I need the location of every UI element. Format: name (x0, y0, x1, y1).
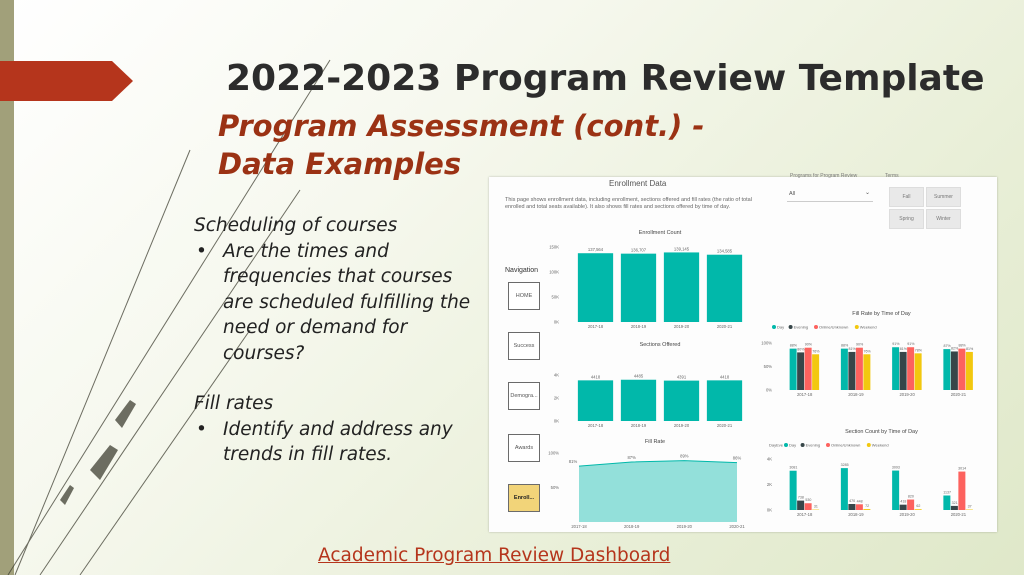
fill-rate-chart-ytick: 50% (550, 485, 559, 490)
section-count-by-time-chart-ytick: 2K (766, 482, 772, 487)
sections-chart-ytick: 0K (553, 418, 559, 424)
sections-chart-ytick: 4K (553, 372, 559, 378)
section-count-by-time-chart-title: Section Count by Time of Day (845, 429, 918, 435)
fill-rate-by-time-chart-legend-label: Online/Unknown (819, 324, 849, 330)
fill-rate-by-time-chart-xtick: 2017-18 (796, 392, 813, 397)
sections-chart-value-label: 4485 (633, 373, 644, 379)
fill-rate-by-time-chart-value-label: 90% (856, 342, 864, 347)
section-count-by-time-chart-legend-label: Evening (805, 442, 821, 448)
fill-rate-by-time-chart-value-label: 88% (789, 343, 797, 348)
section-count-by-time-chart-value-label: 31 (813, 504, 818, 509)
fill-rate-by-time-chart-bar (856, 348, 863, 390)
fill-rate-by-time-chart-legend-label: Day (777, 324, 785, 330)
fill-rate-by-time-chart-bar (848, 352, 855, 390)
section-count-by-time-chart-value-label: 448 (856, 499, 863, 504)
fill-rate-by-time-chart-value-label: 87% (943, 344, 951, 349)
section-count-by-time-chart-bar (892, 471, 899, 510)
fill-rate-by-time-chart-bar (841, 349, 848, 390)
fill-rate-by-time-chart-bar (907, 347, 914, 390)
term-spring-button[interactable]: Spring (889, 209, 924, 229)
fill-rate-by-time-chart-ytick: 0% (765, 387, 772, 393)
section-count-by-time-chart-legend-label: Weekend (871, 442, 889, 448)
sections-chart-bar (578, 380, 613, 421)
nav-awards-button[interactable]: Awards (508, 434, 540, 462)
section-count-by-time-chart-legend-label: Online/Unknown (831, 442, 861, 448)
fill-rate-by-time-chart-ytick: 100% (761, 340, 772, 346)
enrollment-chart-bar (707, 255, 742, 322)
dashboard-charts (489, 177, 997, 532)
nav-demographics-button[interactable]: Demogra... (508, 382, 540, 410)
navigation-label: Navigation (505, 267, 539, 274)
section-count-by-time-chart-bar (841, 468, 848, 510)
sections-chart-bar (707, 380, 742, 421)
fill-rate-by-time-chart-value-label: 80% (797, 347, 805, 352)
section-count-by-time-chart-value-label: 530 (805, 498, 812, 503)
sections-chart-value-label: 4391 (676, 374, 687, 380)
fill-rate-by-time-chart-bar (966, 352, 973, 390)
enrollment-chart-ytick: 50K (551, 294, 559, 300)
sections-chart-xtick: 2017-18 (587, 423, 604, 428)
section-count-by-time-chart-value-label: 37 (967, 504, 972, 509)
section-count-by-time-chart-bar (848, 504, 855, 510)
sections-chart-title: Sections Offered (639, 342, 681, 348)
fill-rate-by-time-chart-legend-swatch (855, 325, 859, 329)
enrollment-chart-xtick: 2018-19 (630, 324, 647, 329)
section-count-by-time-chart-legend-label: Day (789, 442, 797, 448)
dashboard-link[interactable]: Academic Program Review Dashboard (318, 545, 671, 566)
fill-rate-by-time-chart-bar (805, 348, 812, 390)
enrollment-chart-ytick: 100K (549, 269, 559, 275)
fill-rate-by-time-chart-bar (812, 354, 819, 390)
section-count-by-time-chart-ytick: 0K (766, 507, 772, 513)
sections-chart-bar (621, 380, 656, 421)
fill-rate-by-time-chart-value-label: 88% (841, 343, 849, 348)
section-count-by-time-chart-value-label: 3014 (958, 466, 967, 471)
section-count-by-time-chart-bar (805, 503, 812, 510)
sections-chart-xtick: 2020-21 (716, 423, 733, 428)
fill-rate-chart-title: Fill Rate (644, 439, 666, 445)
fill-rate-xtick: 2019-20 (676, 524, 693, 529)
fill-rate-by-time-chart-value-label: 91% (892, 342, 900, 347)
subtitle-line-1: Program Assessment (cont.) - (218, 109, 705, 143)
enrollment-chart-value-label: 136,707 (630, 247, 647, 253)
fill-rate-value-label: 81% (568, 459, 578, 465)
section-count-by-time-chart-legend-swatch (826, 443, 830, 447)
section-count-by-time-chart-bar (907, 500, 914, 510)
nav-success-button[interactable]: Success (508, 332, 540, 360)
section-count-by-time-chart-value-label: 3093 (891, 465, 900, 470)
section-count-by-time-chart-value-label: 321 (951, 500, 958, 505)
section-count-by-time-chart-bar (943, 496, 950, 510)
fill-rate-by-time-chart-bar (797, 352, 804, 390)
term-winter-button[interactable]: Winter (926, 209, 961, 229)
programs-dropdown-value: All (789, 191, 796, 197)
section-count-by-time-chart-value-label: 470 (849, 499, 856, 504)
section-count-by-time-chart-bar (900, 505, 907, 510)
fill-rates-heading: Fill rates (194, 393, 274, 414)
fill-rate-by-time-chart-value-label: 91% (907, 342, 915, 347)
fill-rate-by-time-chart-value-label: 76% (863, 349, 871, 354)
section-count-by-time-chart-bar (863, 509, 870, 510)
fill-rate-by-time-chart-bar (958, 349, 965, 390)
section-count-by-time-chart-legend-swatch (784, 443, 788, 447)
fill-rate-chart-ytick: 100% (548, 450, 559, 456)
scheduling-bullet: • Are the times and frequencies that courses are scheduled fulfilling the need or demand for courses? (194, 239, 484, 367)
section-count-by-time-chart-bar (790, 471, 797, 510)
enrollment-chart-ytick: 150K (549, 244, 559, 250)
section-count-by-time-chart-xtick: 2019-20 (899, 512, 915, 517)
fill-rate-by-time-chart-value-label: 82% (951, 346, 959, 351)
enrollment-chart-xtick: 2019-20 (673, 324, 690, 329)
section-count-by-time-chart-ytick: 4K (766, 456, 772, 462)
section-count-by-time-chart-xtick: 2020-21 (950, 512, 967, 517)
fill-rate-by-time-chart-xtick: 2018-19 (848, 392, 864, 397)
scheduling-list (194, 239, 484, 367)
enrollment-chart-value-label: 137,564 (587, 247, 604, 253)
term-summer-button[interactable]: Summer (926, 187, 961, 207)
section-count-by-time-chart-xtick: 2018-19 (848, 512, 864, 517)
fill-rate-by-time-chart-bar (951, 351, 958, 390)
section-count-by-time-chart-xtick: 2017-18 (796, 512, 813, 517)
fill-rate-by-time-chart-value-label: 90% (804, 342, 812, 347)
fill-rate-by-time-chart-legend-swatch (814, 325, 818, 329)
section-count-by-time-chart-value-label: 418 (900, 499, 907, 504)
section-count-by-time-chart-bar (797, 501, 804, 510)
section-count-by-time-chart-bar (958, 472, 965, 510)
section-count-by-time-chart-legend-swatch (867, 443, 871, 447)
fill-rate-by-time-chart-bar (915, 353, 922, 390)
enrollment-chart-xtick: 2020-21 (716, 324, 733, 329)
section-count-by-time-chart-legend-prefix: DayEve (769, 442, 784, 448)
fill-rate-value-label: 87% (627, 454, 636, 460)
fill-rate-by-time-chart-bar (900, 352, 907, 390)
fill-rate-by-time-chart-legend-swatch (789, 325, 793, 329)
section-count-by-time-chart-value-label: 3081 (789, 465, 798, 470)
fill-rate-by-time-chart-legend-swatch (772, 325, 776, 329)
sections-chart-xtick: 2018-19 (630, 423, 647, 428)
fill-rates-list (194, 417, 484, 468)
fill-rate-xtick: 2017-18 (571, 524, 587, 529)
sections-chart-value-label: 4418 (590, 374, 601, 380)
fill-rate-by-time-chart-value-label: 78% (914, 348, 922, 353)
terms-slicer-label: Terms (885, 173, 899, 179)
fill-rate-by-time-chart-bar (863, 354, 870, 390)
enrollment-chart-bar (578, 253, 613, 322)
fill-rate-by-time-chart-legend-label: Weekend (859, 324, 877, 330)
fill-rate-value-label: 86% (732, 455, 742, 461)
sections-chart-bar (664, 381, 699, 421)
title-arrow-shape (0, 61, 133, 101)
fill-rate-xtick: 2020-21 (729, 524, 745, 529)
section-count-by-time-chart-value-label: 3285 (840, 463, 849, 468)
fill-rate-by-time-chart-title: Fill Rate by Time of Day (852, 311, 911, 317)
dashboard-title: Enrollment Data (609, 179, 667, 188)
chevron-down-icon: ⌄ (864, 190, 870, 196)
nav-enrollment-button[interactable]: Enroll... (508, 484, 540, 512)
fill-rate-by-time-chart-bar (790, 349, 797, 390)
sections-chart-xtick: 2019-20 (673, 423, 690, 428)
term-fall-button[interactable]: Fall (889, 187, 924, 207)
scheduling-heading: Scheduling of courses (194, 215, 398, 236)
nav-home-button[interactable]: HOME (508, 282, 540, 310)
enrollment-chart-title: Enrollment Count (638, 230, 682, 236)
fill-rate-xtick: 2018-19 (623, 524, 640, 529)
section-count-by-time-chart-value-label: 1137 (943, 490, 951, 495)
fill-rate-by-time-chart-value-label: 76% (812, 349, 820, 354)
section-count-by-time-chart-legend-swatch (801, 443, 805, 447)
dashboard-screenshot (489, 173, 997, 532)
section-count-by-time-chart-bar (856, 504, 863, 510)
fill-rates-bullet: • Identify and address any trends in fill rates. (194, 417, 484, 468)
enrollment-chart-bar (621, 254, 656, 322)
enrollment-chart-ytick: 0K (553, 319, 559, 325)
enrollment-chart-xtick: 2017-18 (587, 324, 604, 329)
fill-rate-area (579, 461, 737, 522)
fill-rate-by-time-chart-legend-label: Evening (793, 324, 809, 330)
enrollment-chart-value-label: 139,145 (673, 246, 690, 252)
enrollment-chart-bar (664, 252, 699, 322)
fill-rate-by-time-chart-xtick: 2019-20 (899, 392, 915, 397)
fill-rate-by-time-chart-value-label: 88% (958, 343, 966, 348)
fill-rate-by-time-chart-value-label: 81% (966, 346, 974, 351)
section-count-by-time-chart-value-label: 62 (916, 504, 921, 509)
slide-title: 2022-2023 Program Review Template (226, 58, 985, 99)
subtitle-line-2: Data Examples (218, 147, 462, 181)
sections-chart-ytick: 2K (553, 395, 559, 401)
sections-chart-value-label: 4418 (719, 374, 730, 380)
fill-rate-by-time-chart-value-label: 81% (899, 346, 907, 351)
fill-rate-by-time-chart-value-label: 81% (848, 346, 856, 351)
fill-rate-by-time-chart-bar (943, 349, 950, 390)
section-count-by-time-chart-bar (951, 506, 958, 510)
programs-slicer-label: Programs for Program Review (790, 173, 858, 179)
fill-rate-by-time-chart-ytick: 50% (763, 364, 772, 369)
slide-subtitle (218, 107, 704, 183)
section-count-by-time-chart-value-label: 820 (907, 494, 914, 499)
enrollment-chart-value-label: 134,585 (716, 248, 733, 254)
slide-body (194, 213, 484, 468)
dashboard-description: This page shows enrollment data, including enrollment, sections offered and fill rates (the ratio of total enrolled and total seats available). It also shows fill rates and sections offered by time of day. (505, 197, 752, 210)
fill-rate-value-label: 89% (680, 453, 689, 459)
section-count-by-time-chart-value-label: 72 (865, 504, 870, 509)
fill-rate-by-time-chart-xtick: 2020-21 (950, 392, 967, 397)
section-count-by-time-chart-value-label: 738 (797, 495, 804, 500)
section-count-by-time-chart-bar (915, 509, 922, 510)
fill-rate-by-time-chart-bar (892, 347, 899, 390)
